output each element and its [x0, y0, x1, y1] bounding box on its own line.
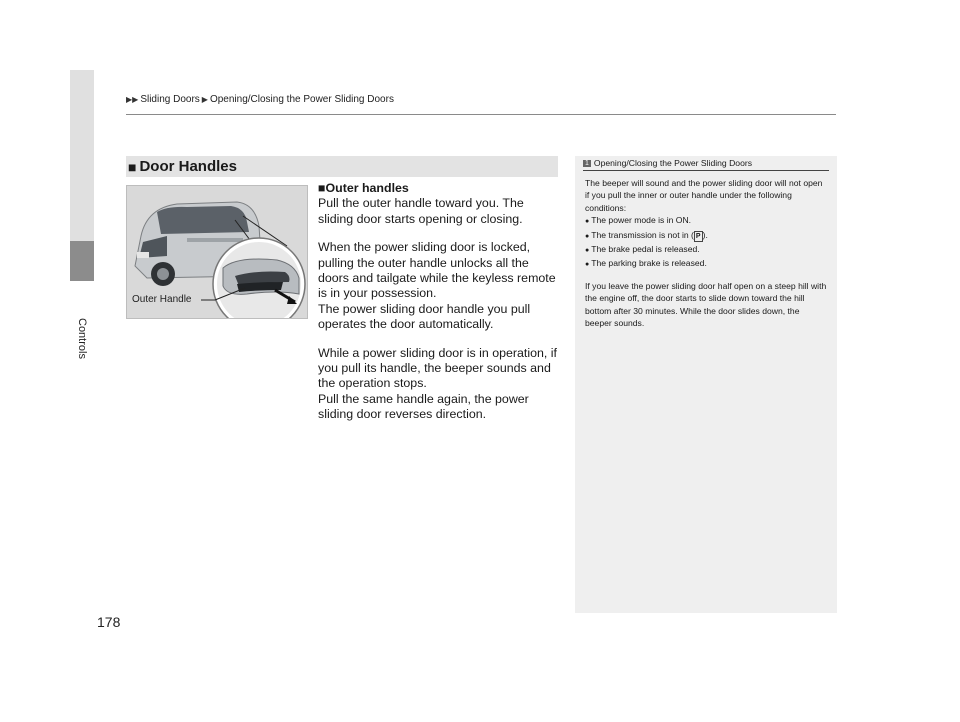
body-paragraph-1: Pull the outer handle toward you. The sliding door starts opening or closing.: [318, 196, 524, 226]
page-number: 178: [97, 614, 121, 630]
section-heading-bar: [126, 156, 558, 177]
body-paragraph-4: While a power sliding door is in operation, if you pull its handle, the beeper sounds and the operation stops.: [318, 345, 557, 391]
outer-handles-heading: ■Outer handles: [318, 181, 409, 195]
body-paragraph-3: The power sliding door handle you pull operates the door automatically.: [318, 301, 531, 332]
main-body-text: [318, 181, 562, 423]
breadcrumb-section[interactable]: Sliding Doors: [140, 94, 200, 105]
body-paragraph-5: Pull the same handle again, the power sliding door reverses direction.: [318, 391, 529, 422]
condition-list: [585, 214, 827, 272]
breadcrumb-arrow-icon: ▶▶: [126, 95, 139, 104]
side-tab-marker: [70, 241, 94, 281]
note-title-text[interactable]: Opening/Closing the Power Sliding Doors: [593, 158, 753, 168]
condition-item: ● The power mode is in ON.: [585, 214, 827, 228]
condition-item: ● The brake pedal is released.: [585, 243, 827, 257]
body-paragraph-2: When the power sliding door is locked, pulling the outer handle unlocks all the doors and tailgate while the keyless remote is in your possession.: [318, 240, 556, 301]
header-divider: [126, 114, 836, 115]
note-intro: The beeper will sound and the power sliding door will not open if you pull the inner or outer handle under the following conditions:: [585, 178, 823, 213]
park-gear-icon: P: [695, 232, 701, 240]
note-number-icon: 1: [585, 159, 589, 167]
breadcrumb-topic[interactable]: Opening/Closing the Power Sliding Doors: [209, 94, 394, 105]
breadcrumb: [126, 94, 394, 105]
outer-handle-label: Outer Handle: [132, 294, 192, 305]
section-title: Door Handles: [139, 158, 237, 175]
note-body: [585, 177, 827, 329]
note-title: [583, 156, 829, 171]
note-paragraph-2: If you leave the power sliding door half open on a steep hill with the engine off, the door starts to slide down toward the hill bottom after 30 minutes. While the door slides down, the beeper sounds.: [585, 280, 827, 329]
reference-note-panel: [575, 156, 837, 613]
section-square-icon: ■: [128, 158, 137, 175]
outer-handle-illustration: [126, 185, 308, 319]
side-tab-label[interactable]: Controls: [76, 318, 88, 359]
side-tab-background: [70, 70, 94, 241]
condition-item: ● The parking brake is released.: [585, 257, 827, 271]
condition-item: ● The transmission is not in ( P ).: [585, 229, 827, 243]
breadcrumb-separator-icon: ▶: [201, 95, 208, 104]
